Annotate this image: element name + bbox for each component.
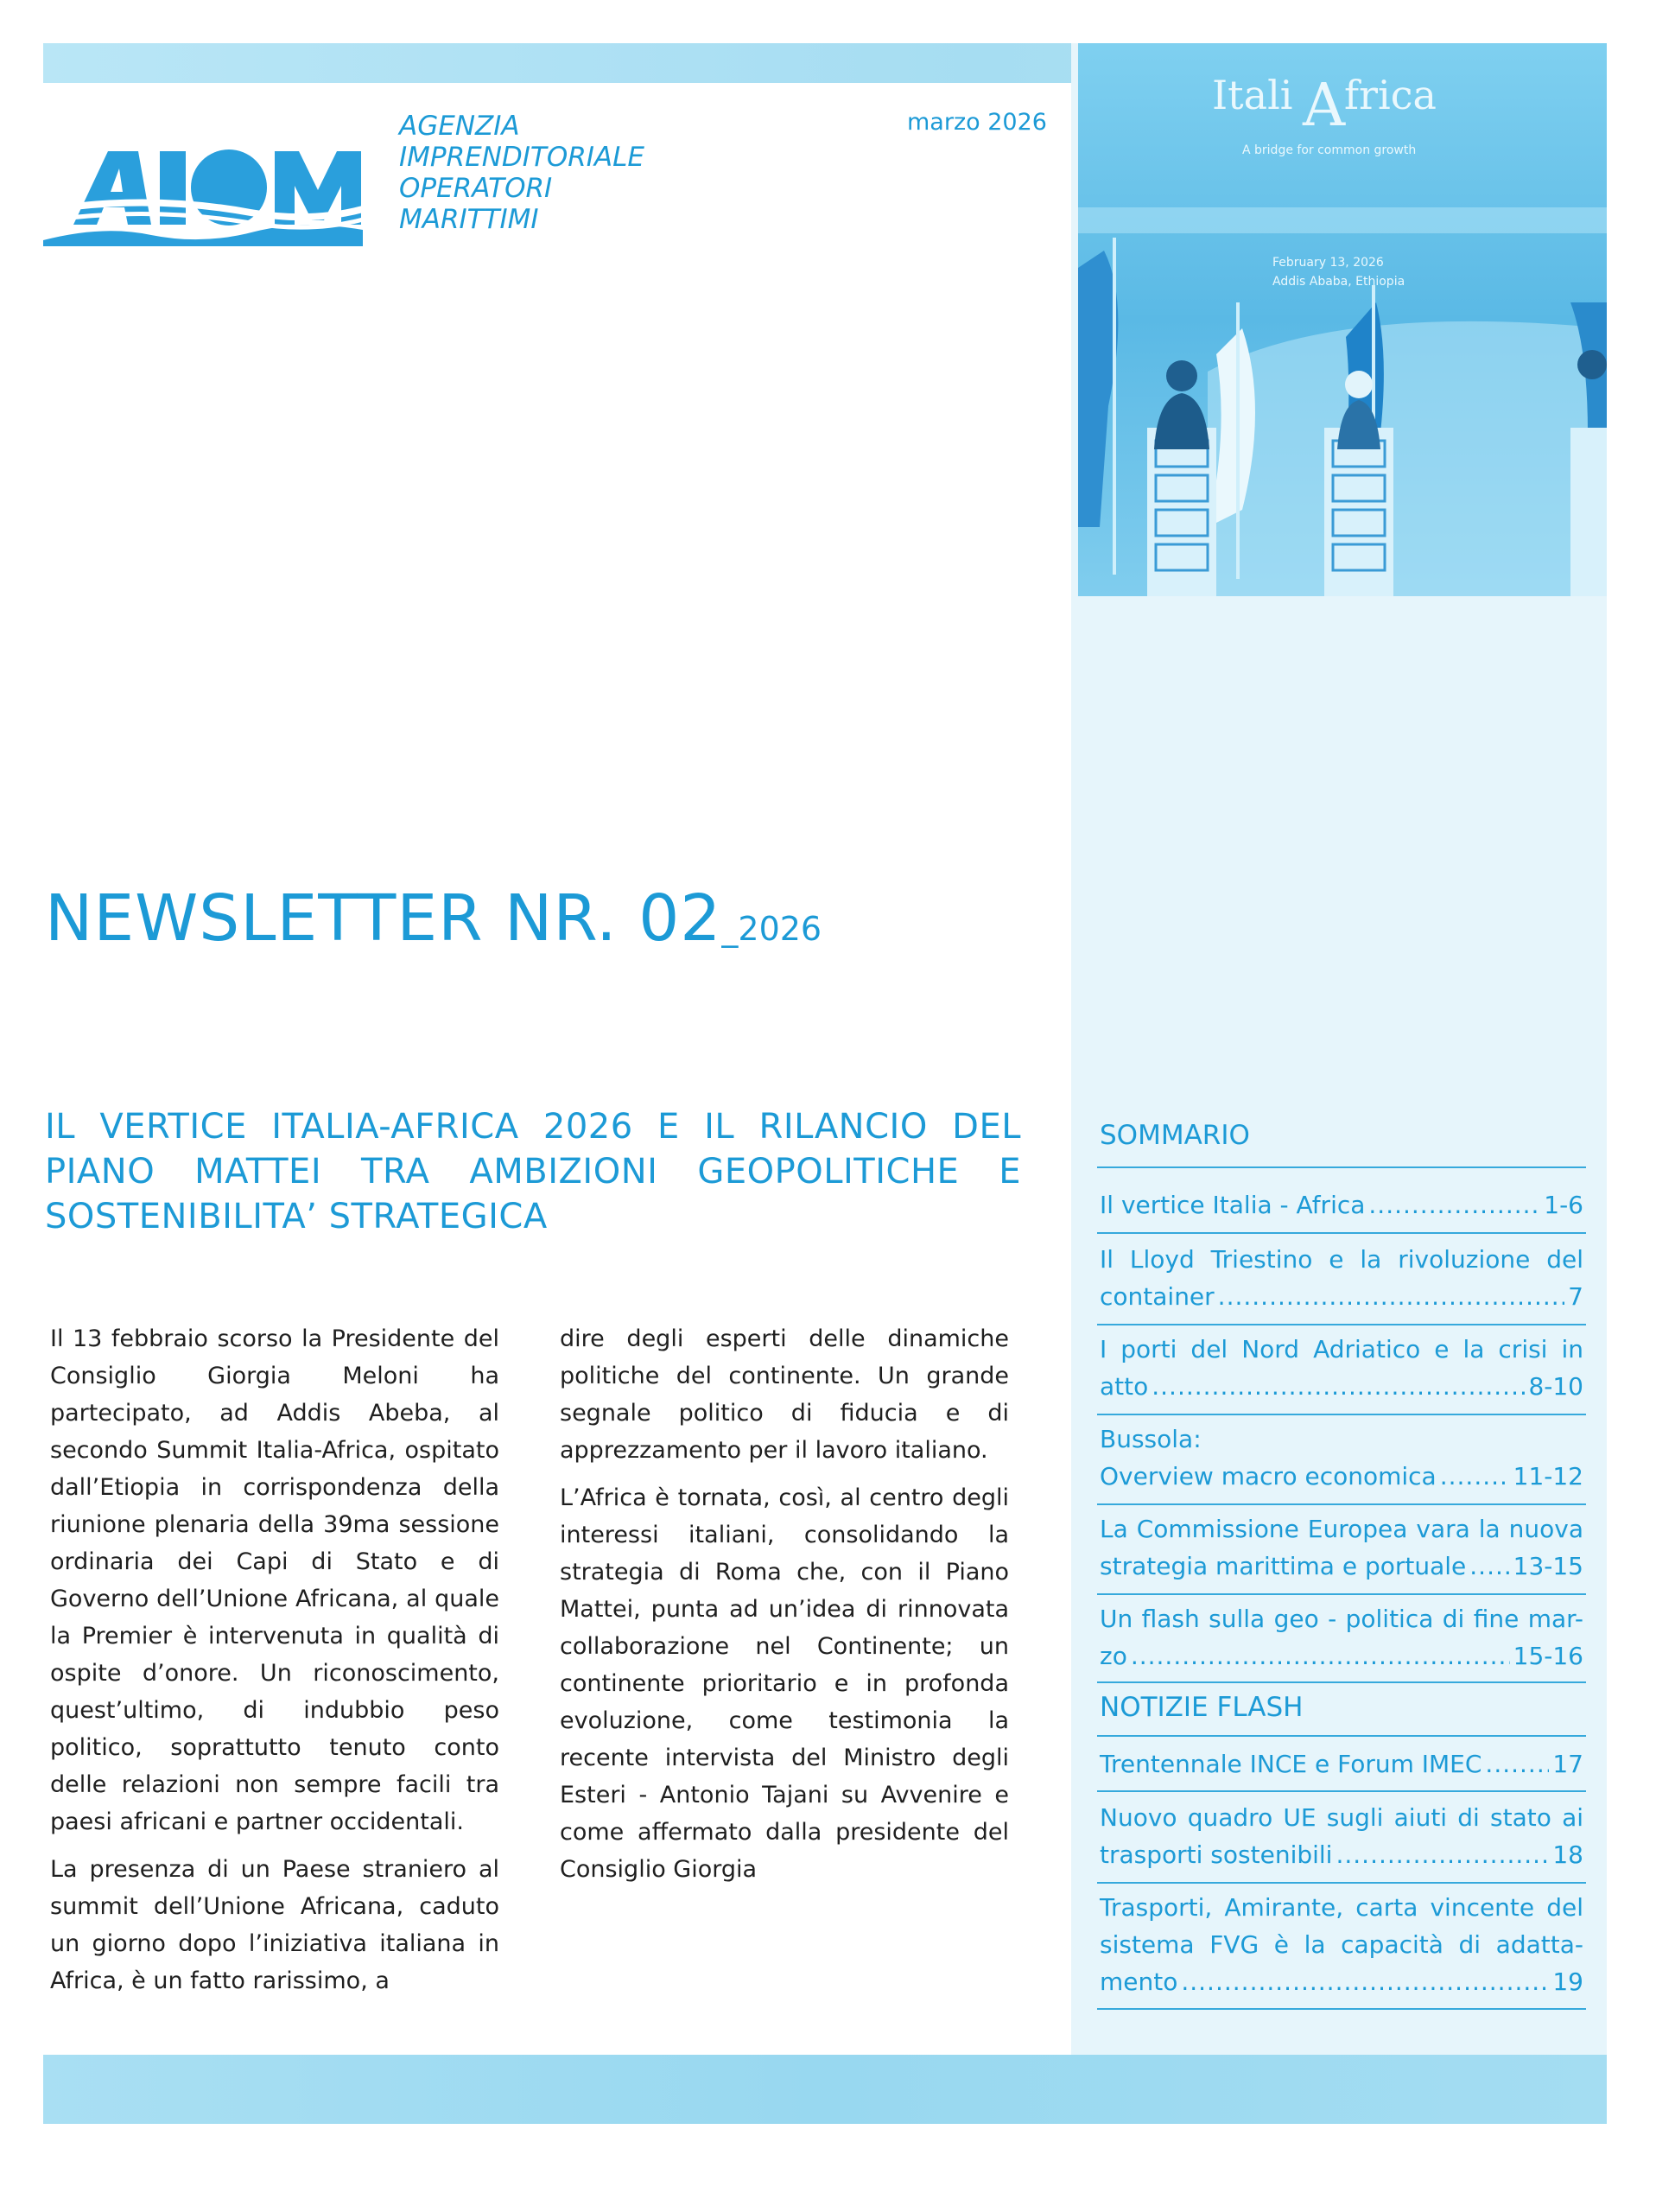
toc-pages: 7 (1568, 1282, 1583, 1311)
newsletter-year: _2026 (721, 910, 822, 948)
toc-label: container (1100, 1282, 1215, 1311)
toc-divider (1097, 1414, 1586, 1415)
toc-pages: 1-6 (1544, 1191, 1583, 1219)
toc-divider (1097, 1166, 1586, 1168)
toc-divider (1097, 1593, 1586, 1595)
article-headline: IL VERTICE ITALIA-AFRICA 2026 E IL RILANCIO DEL PIANO MATTEI TRA AMBIZIONI GEOPOLITICHE E SOSTENIBILITA’ STRATEGICA (45, 1107, 1021, 1236)
toc-label: Overview macro economica (1100, 1462, 1437, 1491)
article-paragraph: La presenza di un Paese straniero al summit dell’Unione Africana, caduto un giorno dopo l’iniziativa italiana in Africa, è un fatto rarissimo, a (50, 1856, 499, 1994)
event-date: February 13, 2026 (1272, 256, 1384, 270)
agency-line: IMPRENDITORIALE (399, 142, 644, 173)
toc-divider (1097, 1882, 1586, 1884)
toc-label: Un flash sulla geo - politica di fine mar- (1100, 1605, 1583, 1633)
toc-pages: 8-10 (1528, 1372, 1583, 1401)
flash-news-title: NOTIZIE FLASH (1100, 1692, 1304, 1723)
toc-item-vertice[interactable] (1100, 1186, 1583, 1224)
toc-label: atto (1100, 1372, 1149, 1401)
toc-item-commissione[interactable] (1100, 1510, 1583, 1585)
newsletter-title (45, 881, 822, 956)
toc-item-bussola[interactable] (1100, 1421, 1583, 1495)
newsletter-number: NEWSLETTER NR. 02 (45, 881, 722, 956)
toc-label: strategia marittima e portuale (1100, 1552, 1467, 1580)
toc-label: Trasporti, Amirante, carta vincente del (1100, 1893, 1583, 1922)
toc-divider (1097, 1324, 1586, 1325)
issue-date: marzo 2026 (907, 109, 1047, 136)
toc-label: Nuovo quadro UE sugli aiuti di stato ai (1100, 1803, 1583, 1832)
toc-item-amirante[interactable] (1100, 1889, 1583, 2000)
bottom-band (43, 2055, 1607, 2124)
toc-label: Bussola: (1100, 1425, 1202, 1453)
agency-line: MARITTIMI (399, 204, 539, 235)
toc-divider (1097, 1735, 1586, 1737)
article-column-1 (50, 1320, 499, 2010)
toc-label: Il vertice Italia - Africa (1100, 1191, 1366, 1219)
toc-pages: 13-15 (1513, 1552, 1583, 1580)
article-column-2 (560, 1320, 1009, 1898)
brand-left: Itali (1212, 72, 1293, 118)
toc-item-aiuti-stato[interactable] (1100, 1799, 1583, 1873)
toc-divider (1097, 1681, 1586, 1683)
toc-label: mento (1100, 1967, 1178, 1996)
agency-line: OPERATORI (399, 173, 553, 204)
toc-divider (1097, 2008, 1586, 2010)
aiom-logo (43, 138, 363, 246)
toc-pages: 15-16 (1513, 1642, 1583, 1670)
toc-item-flash-geopolitica[interactable] (1100, 1600, 1583, 1675)
toc-pages: 11-12 (1513, 1462, 1583, 1491)
brand-a: A (1303, 72, 1346, 140)
agency-line: AGENZIA (399, 111, 520, 142)
toc-label: zo (1100, 1642, 1127, 1670)
toc-pages: 19 (1552, 1967, 1583, 1996)
event-place: Addis Ababa, Ethiopia (1272, 275, 1405, 289)
summit-photo-illustration (1078, 43, 1607, 596)
toc-item-porti[interactable] (1100, 1331, 1583, 1405)
article-paragraph: dire degli esperti delle dinamiche politiche del continente. Un grande segnale politico di fiducia e di apprezzamento per il lavoro italiano. (560, 1325, 1009, 1464)
toc-label: Il Lloyd Triestino e la rivoluzione del (1100, 1245, 1583, 1274)
toc-divider (1097, 1790, 1586, 1792)
brand-right: frica (1344, 72, 1437, 118)
toc-label: I porti del Nord Adriatico e la crisi in (1100, 1335, 1583, 1363)
summary-title: SOMMARIO (1100, 1120, 1250, 1151)
toc-divider (1097, 1232, 1586, 1234)
article-paragraph: Il 13 febbraio scorso la Presidente del Consiglio Giorgia Meloni ha partecipato, ad Addis Abeba, al secondo Summit Italia-Africa, ospitato dall’Etiopia in corrispondenza della riunione plenaria della 39ma sessione ordinaria dei Capi di Stato e di Governo dell’Unione Africana, al quale la Premier è intervenuta in qualità di ospite d’onore. Un riconoscimento, quest’ultimo, di indubbio peso politico, soprattutto tenuto conto delle relazioni non sempre facili tra paesi africani e partner occidentali. (50, 1325, 499, 1835)
article-paragraph: L’Africa è tornata, così, al centro degli interessi italiani, consolidando la strategia di Roma che, con il Piano Mattei, punta ad un’idea di rinnovata collaborazione nel Continente; un continente prioritario e in profonda evoluzione, come testimonia la recente intervista del Ministro degli Esteri - Antonio Tajani su Avvenire e come affermato dalla presidente del Consiglio Giorgia (560, 1484, 1009, 1883)
brand-tagline: A bridge for common growth (1242, 143, 1417, 157)
toc-label: sistema FVG è la capacità di adatta- (1100, 1930, 1583, 1959)
toc-label: trasporti sostenibili (1100, 1840, 1333, 1869)
toc-item-ince[interactable] (1100, 1745, 1583, 1783)
toc-label: Trentennale INCE e Forum IMEC (1100, 1750, 1482, 1778)
toc-divider (1097, 1503, 1586, 1505)
toc-pages: 17 (1552, 1750, 1583, 1778)
summit-photo (1078, 43, 1607, 596)
toc-label: La Commissione Europea vara la nuova (1100, 1515, 1583, 1543)
toc-item-lloyd[interactable] (1100, 1241, 1583, 1315)
toc-pages: 18 (1552, 1840, 1583, 1869)
agency-name (399, 111, 644, 235)
